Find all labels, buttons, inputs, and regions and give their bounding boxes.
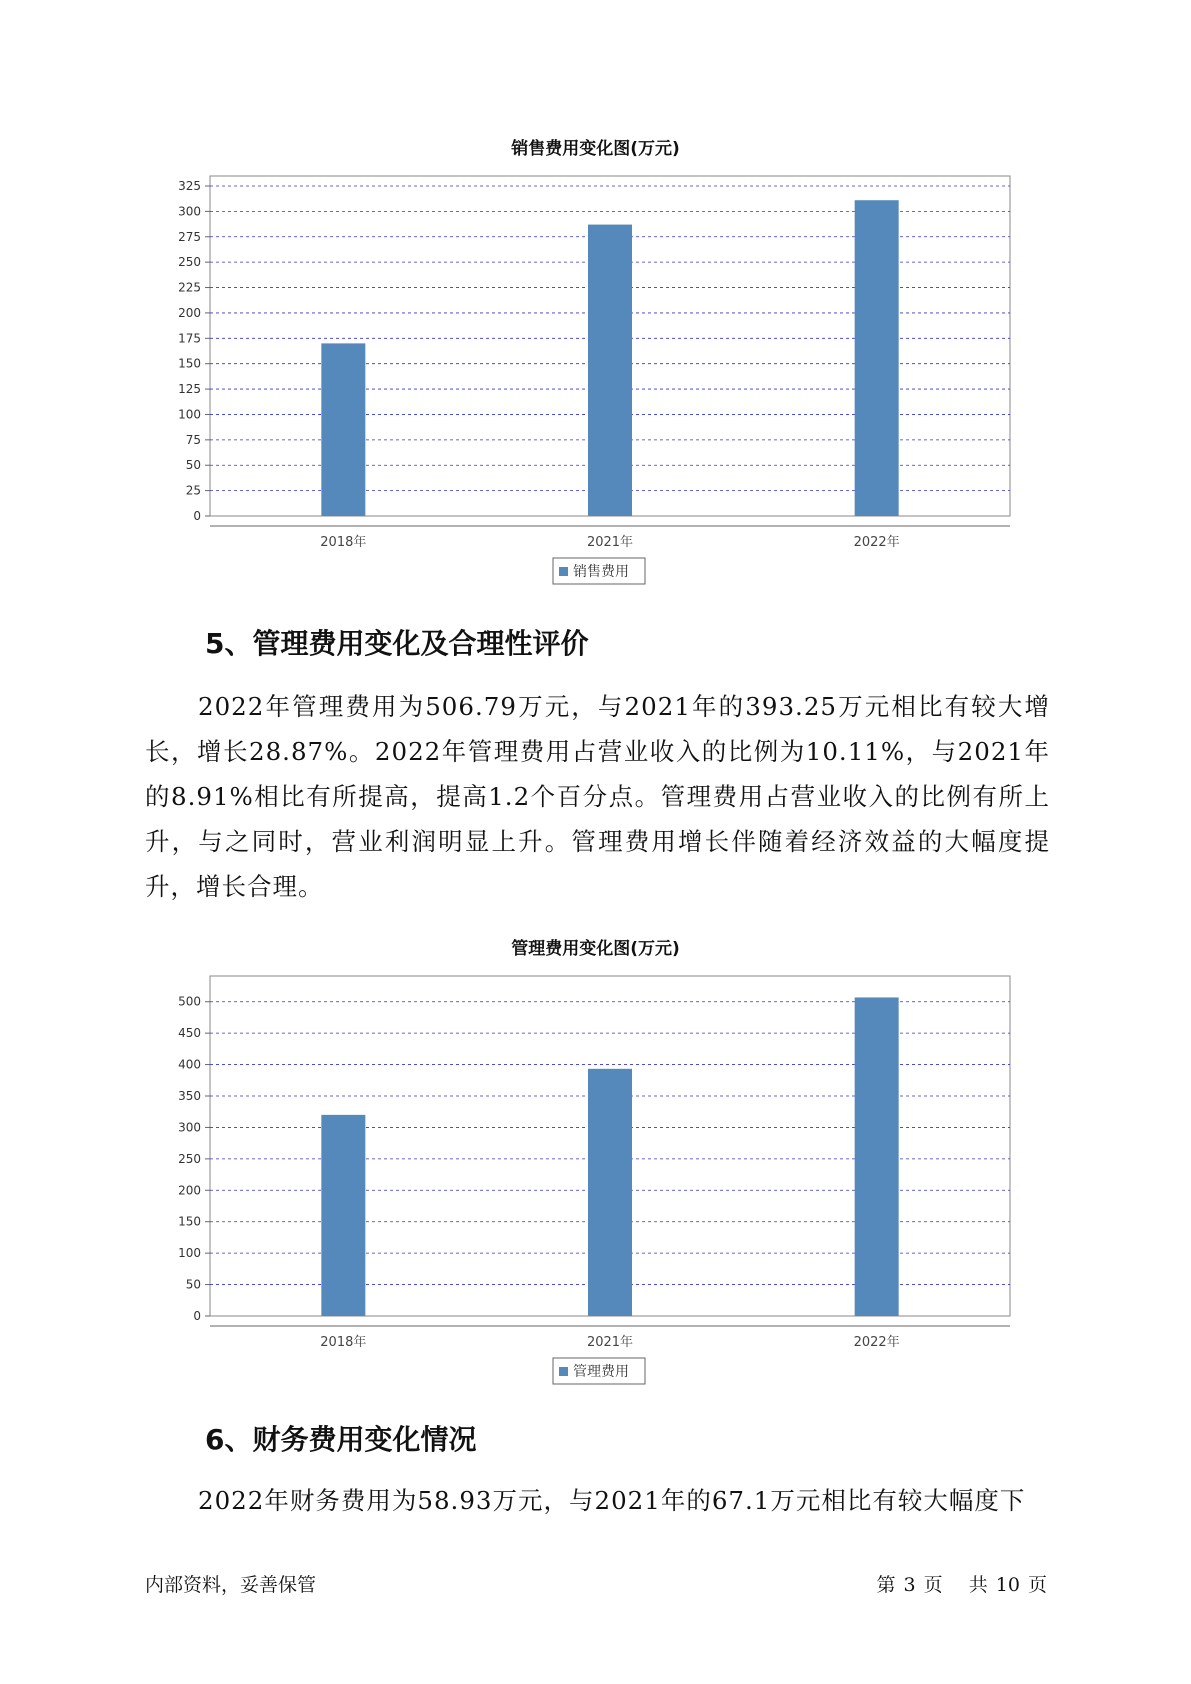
footer-confidential: 内部资料，妥善保管 bbox=[145, 1574, 317, 1596]
y-tick-label: 150 bbox=[178, 1214, 201, 1229]
paragraph: 2022年财务费用为58.93万元，与2021年的67.1万元相比有较大幅度下 bbox=[198, 1486, 1026, 1515]
y-tick-label: 175 bbox=[178, 331, 201, 346]
bar bbox=[588, 1069, 632, 1316]
section-heading: 6、财务费用变化情况 bbox=[205, 1423, 477, 1456]
legend-swatch bbox=[559, 1367, 568, 1376]
y-tick-label: 200 bbox=[178, 1183, 201, 1198]
page-number bbox=[873, 1570, 1051, 1597]
y-tick-label: 500 bbox=[178, 994, 201, 1009]
y-tick-label: 225 bbox=[178, 280, 201, 295]
y-tick-label: 125 bbox=[178, 382, 201, 397]
x-tick-label: 2022年 bbox=[853, 1335, 900, 1350]
bar bbox=[855, 997, 899, 1316]
y-tick-label: 100 bbox=[178, 1246, 201, 1261]
page-current: 3 bbox=[903, 1574, 916, 1596]
page-total: 10 bbox=[995, 1574, 1020, 1596]
bar bbox=[321, 343, 365, 516]
chart-title: 销售费用变化图(万元) bbox=[511, 139, 680, 159]
legend-swatch bbox=[559, 567, 568, 576]
y-tick-label: 250 bbox=[178, 1151, 201, 1166]
x-tick-label: 2021年 bbox=[586, 1335, 634, 1350]
y-tick-label: 325 bbox=[178, 179, 201, 193]
bar bbox=[321, 1115, 365, 1316]
x-tick-label: 2021年 bbox=[586, 535, 634, 550]
x-tick-label: 2022年 bbox=[853, 535, 900, 550]
x-tick-label: 2018年 bbox=[320, 535, 367, 550]
y-tick-label: 75 bbox=[185, 432, 201, 447]
bar bbox=[855, 200, 899, 516]
legend-label: 销售费用 bbox=[573, 564, 629, 580]
y-tick-label: 300 bbox=[178, 204, 201, 219]
management-expense-chart bbox=[0, 960, 1191, 1380]
paragraph: 2022年管理费用为506.79万元，与2021年的393.25万元相比有较大增长，增长28.87%。2022年管理费用占营业收入的比例为10.11%，与2021年的8.91%相比有所提高，提高1.2个百分点。管理费用占营业收入的比例有所上升，与之同时，营业利润明显上升。管理费用增长伴随着经济效益的大幅度提升，增长合理。 bbox=[145, 692, 1050, 901]
page-prefix: 第 bbox=[876, 1574, 896, 1596]
y-tick-label: 150 bbox=[178, 356, 201, 371]
total-prefix: 共 bbox=[968, 1574, 988, 1596]
y-tick-label: 250 bbox=[178, 255, 201, 270]
y-tick-label: 300 bbox=[178, 1120, 201, 1135]
legend-label: 管理费用 bbox=[573, 1364, 629, 1380]
total-unit: 页 bbox=[1027, 1574, 1047, 1596]
page-unit: 页 bbox=[923, 1574, 943, 1596]
y-tick-label: 450 bbox=[178, 1026, 201, 1041]
y-tick-label: 25 bbox=[185, 483, 201, 498]
section-heading: 5、管理费用变化及合理性评价 bbox=[205, 627, 589, 660]
y-tick-label: 50 bbox=[185, 1277, 201, 1292]
y-tick-label: 0 bbox=[193, 509, 201, 523]
sales-expense-chart bbox=[0, 160, 1191, 580]
y-tick-label: 350 bbox=[178, 1089, 201, 1103]
x-tick-label: 2018年 bbox=[320, 1335, 367, 1350]
y-tick-label: 400 bbox=[178, 1057, 201, 1072]
bar bbox=[588, 225, 632, 516]
y-tick-label: 0 bbox=[193, 1309, 201, 1323]
y-tick-label: 50 bbox=[185, 458, 201, 473]
y-tick-label: 100 bbox=[178, 407, 201, 422]
y-tick-label: 200 bbox=[178, 305, 201, 320]
chart-title: 管理费用变化图(万元) bbox=[511, 939, 680, 959]
y-tick-label: 275 bbox=[178, 229, 201, 244]
